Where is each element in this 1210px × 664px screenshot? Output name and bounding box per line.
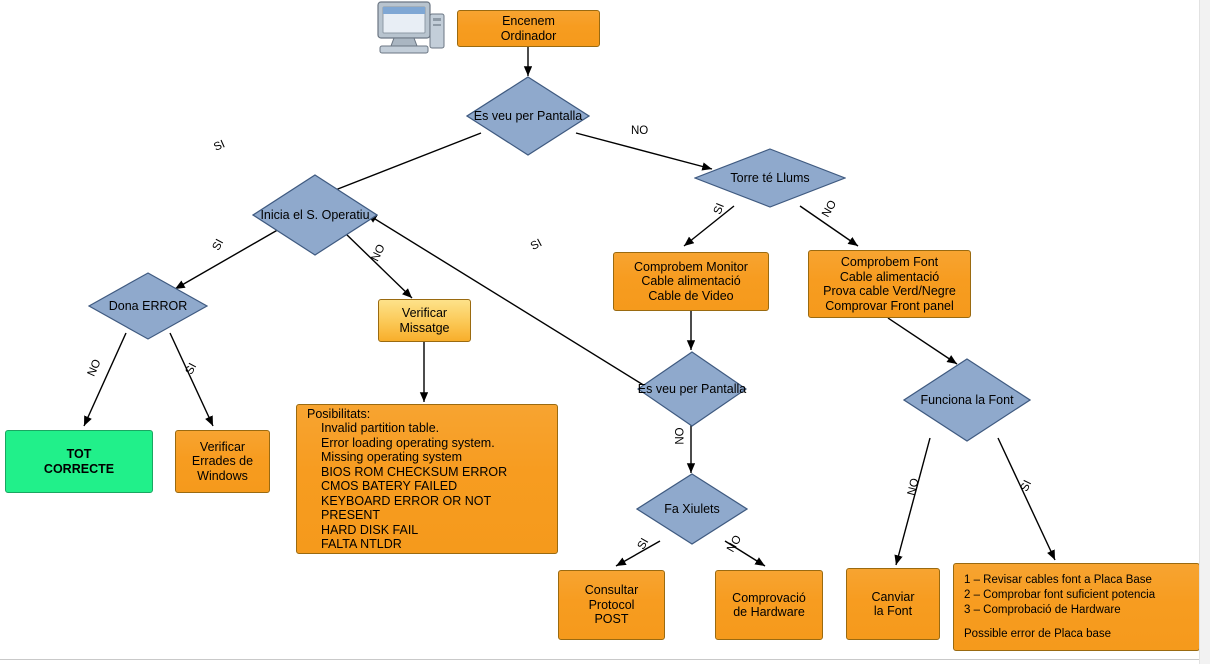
node-text-line: Torre té — [730, 171, 773, 185]
node-text-line: Error loading operating system. — [321, 435, 495, 450]
node-inicia-el-sistema-operatiu[interactable] — [252, 174, 378, 256]
node-posibilitats-llista[interactable] — [296, 404, 558, 554]
node-comprovacio-de-hardware[interactable] — [715, 570, 823, 640]
node-text-line: Comprovació — [732, 590, 806, 605]
edge-label-no-inicia-so: NO — [369, 242, 388, 264]
node-label — [920, 393, 1013, 407]
node-text-line: Ordinador — [500, 28, 557, 43]
node-comprobem-font[interactable] — [808, 250, 971, 318]
node-verificar-errades-windows[interactable] — [175, 430, 270, 493]
node-text-line: Comprobem Font — [840, 255, 939, 269]
node-text-line: POST — [594, 612, 629, 627]
node-text-line: ERROR — [142, 299, 188, 313]
node-text-line: 1 – Revisar cables font a Placa Base — [964, 573, 1152, 586]
node-text-line: BIOS ROM CHECKSUM ERROR — [321, 464, 508, 479]
edge-label-no-funciona-font: NO — [905, 477, 922, 497]
node-text-line: Funciona la — [920, 393, 986, 407]
node-es-veu-per-pantalla[interactable] — [466, 76, 590, 156]
right-margin-rail — [1199, 0, 1210, 664]
node-text-line: Font — [988, 393, 1014, 407]
edge-label-no-pantalla: NO — [631, 125, 649, 137]
edge-label-si-fa-xiulets: SI — [635, 536, 652, 552]
edge-label-si-es-veu-2: SI — [528, 237, 545, 253]
node-text-line: Inicia el — [260, 208, 303, 222]
node-es-veu-per-pantalla-2[interactable] — [637, 351, 747, 427]
node-fa-xiulets[interactable] — [636, 473, 748, 545]
node-text-line: FALTA NTLDR — [321, 537, 402, 551]
node-text-line: CMOS BATERY FAILED — [321, 479, 458, 493]
node-text-line: KEYBOARD ERROR OR NOT PRESENT — [321, 493, 491, 522]
node-encenem-ordinador[interactable] — [457, 10, 600, 47]
node-dona-error[interactable] — [88, 272, 208, 340]
node-text-line: Llums — [776, 171, 810, 185]
node-text-line: TOT — [66, 447, 92, 461]
node-text-line: Canviar — [871, 589, 915, 604]
node-text-line: Missatge — [399, 320, 450, 335]
node-text-line: Encenem — [502, 14, 555, 28]
edge-label-no-torre-llums: NO — [820, 198, 840, 220]
edge-label-no-dona-error: NO — [85, 357, 104, 379]
node-text-line: Comprovar Front panel — [825, 298, 954, 313]
node-text-line: Errades de — [191, 454, 254, 469]
node-text-line: Cable de Video — [648, 288, 734, 303]
node-text-line: Prova cable Verd/Negre — [823, 284, 956, 298]
node-tot-correcte[interactable] — [5, 430, 153, 493]
node-verificar-missatge[interactable] — [378, 299, 471, 342]
node-torre-te-llums[interactable] — [694, 148, 846, 208]
edge-label-si-funciona-font: SI — [1018, 478, 1035, 494]
footer-divider — [0, 659, 1210, 660]
node-label — [638, 382, 746, 396]
node-text-line: Windows — [197, 468, 248, 483]
node-text-line: Consultar — [584, 583, 639, 598]
edge-label-no-fa-xiulets: NO — [725, 533, 745, 555]
node-comprobem-monitor[interactable] — [613, 252, 769, 311]
node-text-line: Verificar — [401, 306, 448, 320]
node-canviar-la-font[interactable] — [846, 568, 940, 640]
node-text-line: Pantalla — [701, 382, 747, 396]
node-text-line: Fa — [664, 502, 679, 516]
node-text-line: HARD DISK FAIL — [321, 522, 419, 537]
edge-label-no-es-veu-2: NO — [674, 427, 687, 445]
node-label — [730, 171, 809, 185]
edge-label-si-torre-llums: SI — [711, 201, 728, 217]
node-text-line: de Hardware — [733, 605, 805, 619]
node-label — [664, 502, 720, 516]
node-text-line: Verificar — [199, 439, 246, 454]
edge-label-si-dona-error: SI — [183, 361, 200, 377]
node-text-line: Cable alimentació — [839, 269, 940, 284]
node-text-line: Es veu per — [637, 382, 698, 396]
node-text-line: Dona — [108, 299, 139, 313]
node-text-line: Xiulets — [682, 502, 720, 516]
computer-icon — [372, 0, 450, 58]
node-text-line: la Font — [873, 604, 913, 618]
node-label — [474, 109, 582, 123]
node-text-line: Invalid partition table. — [321, 421, 440, 435]
node-text-line: Comprobem Monitor — [634, 259, 748, 274]
node-text-line: S. Operatiu — [306, 208, 370, 222]
node-text-line: CORRECTE — [43, 461, 115, 476]
edge-label-si-inicia-so: SI — [210, 237, 227, 253]
edge-label-si-pantalla: SI — [212, 138, 227, 154]
node-text-line: Posibilitats: — [307, 406, 371, 421]
node-label — [109, 299, 188, 313]
node-text-line: Missing operating system — [321, 450, 463, 464]
node-text-line: Pantalla — [537, 109, 583, 123]
node-text-line: Possible error de Placa base — [964, 627, 1112, 640]
node-text-line: Cable alimentació — [641, 274, 741, 289]
node-text-line: 2 – Comprobar font suficient potencia — [964, 588, 1156, 601]
node-consultar-protocol-post[interactable] — [558, 570, 665, 640]
node-revisar-cables-font[interactable] — [953, 563, 1200, 651]
node-funciona-la-font[interactable] — [903, 358, 1031, 442]
node-label — [260, 208, 369, 222]
node-text-line: Protocol — [588, 597, 635, 612]
node-text-line: 3 – Comprobació de Hardware — [964, 603, 1121, 616]
node-text-line: Es veu per — [473, 109, 534, 123]
